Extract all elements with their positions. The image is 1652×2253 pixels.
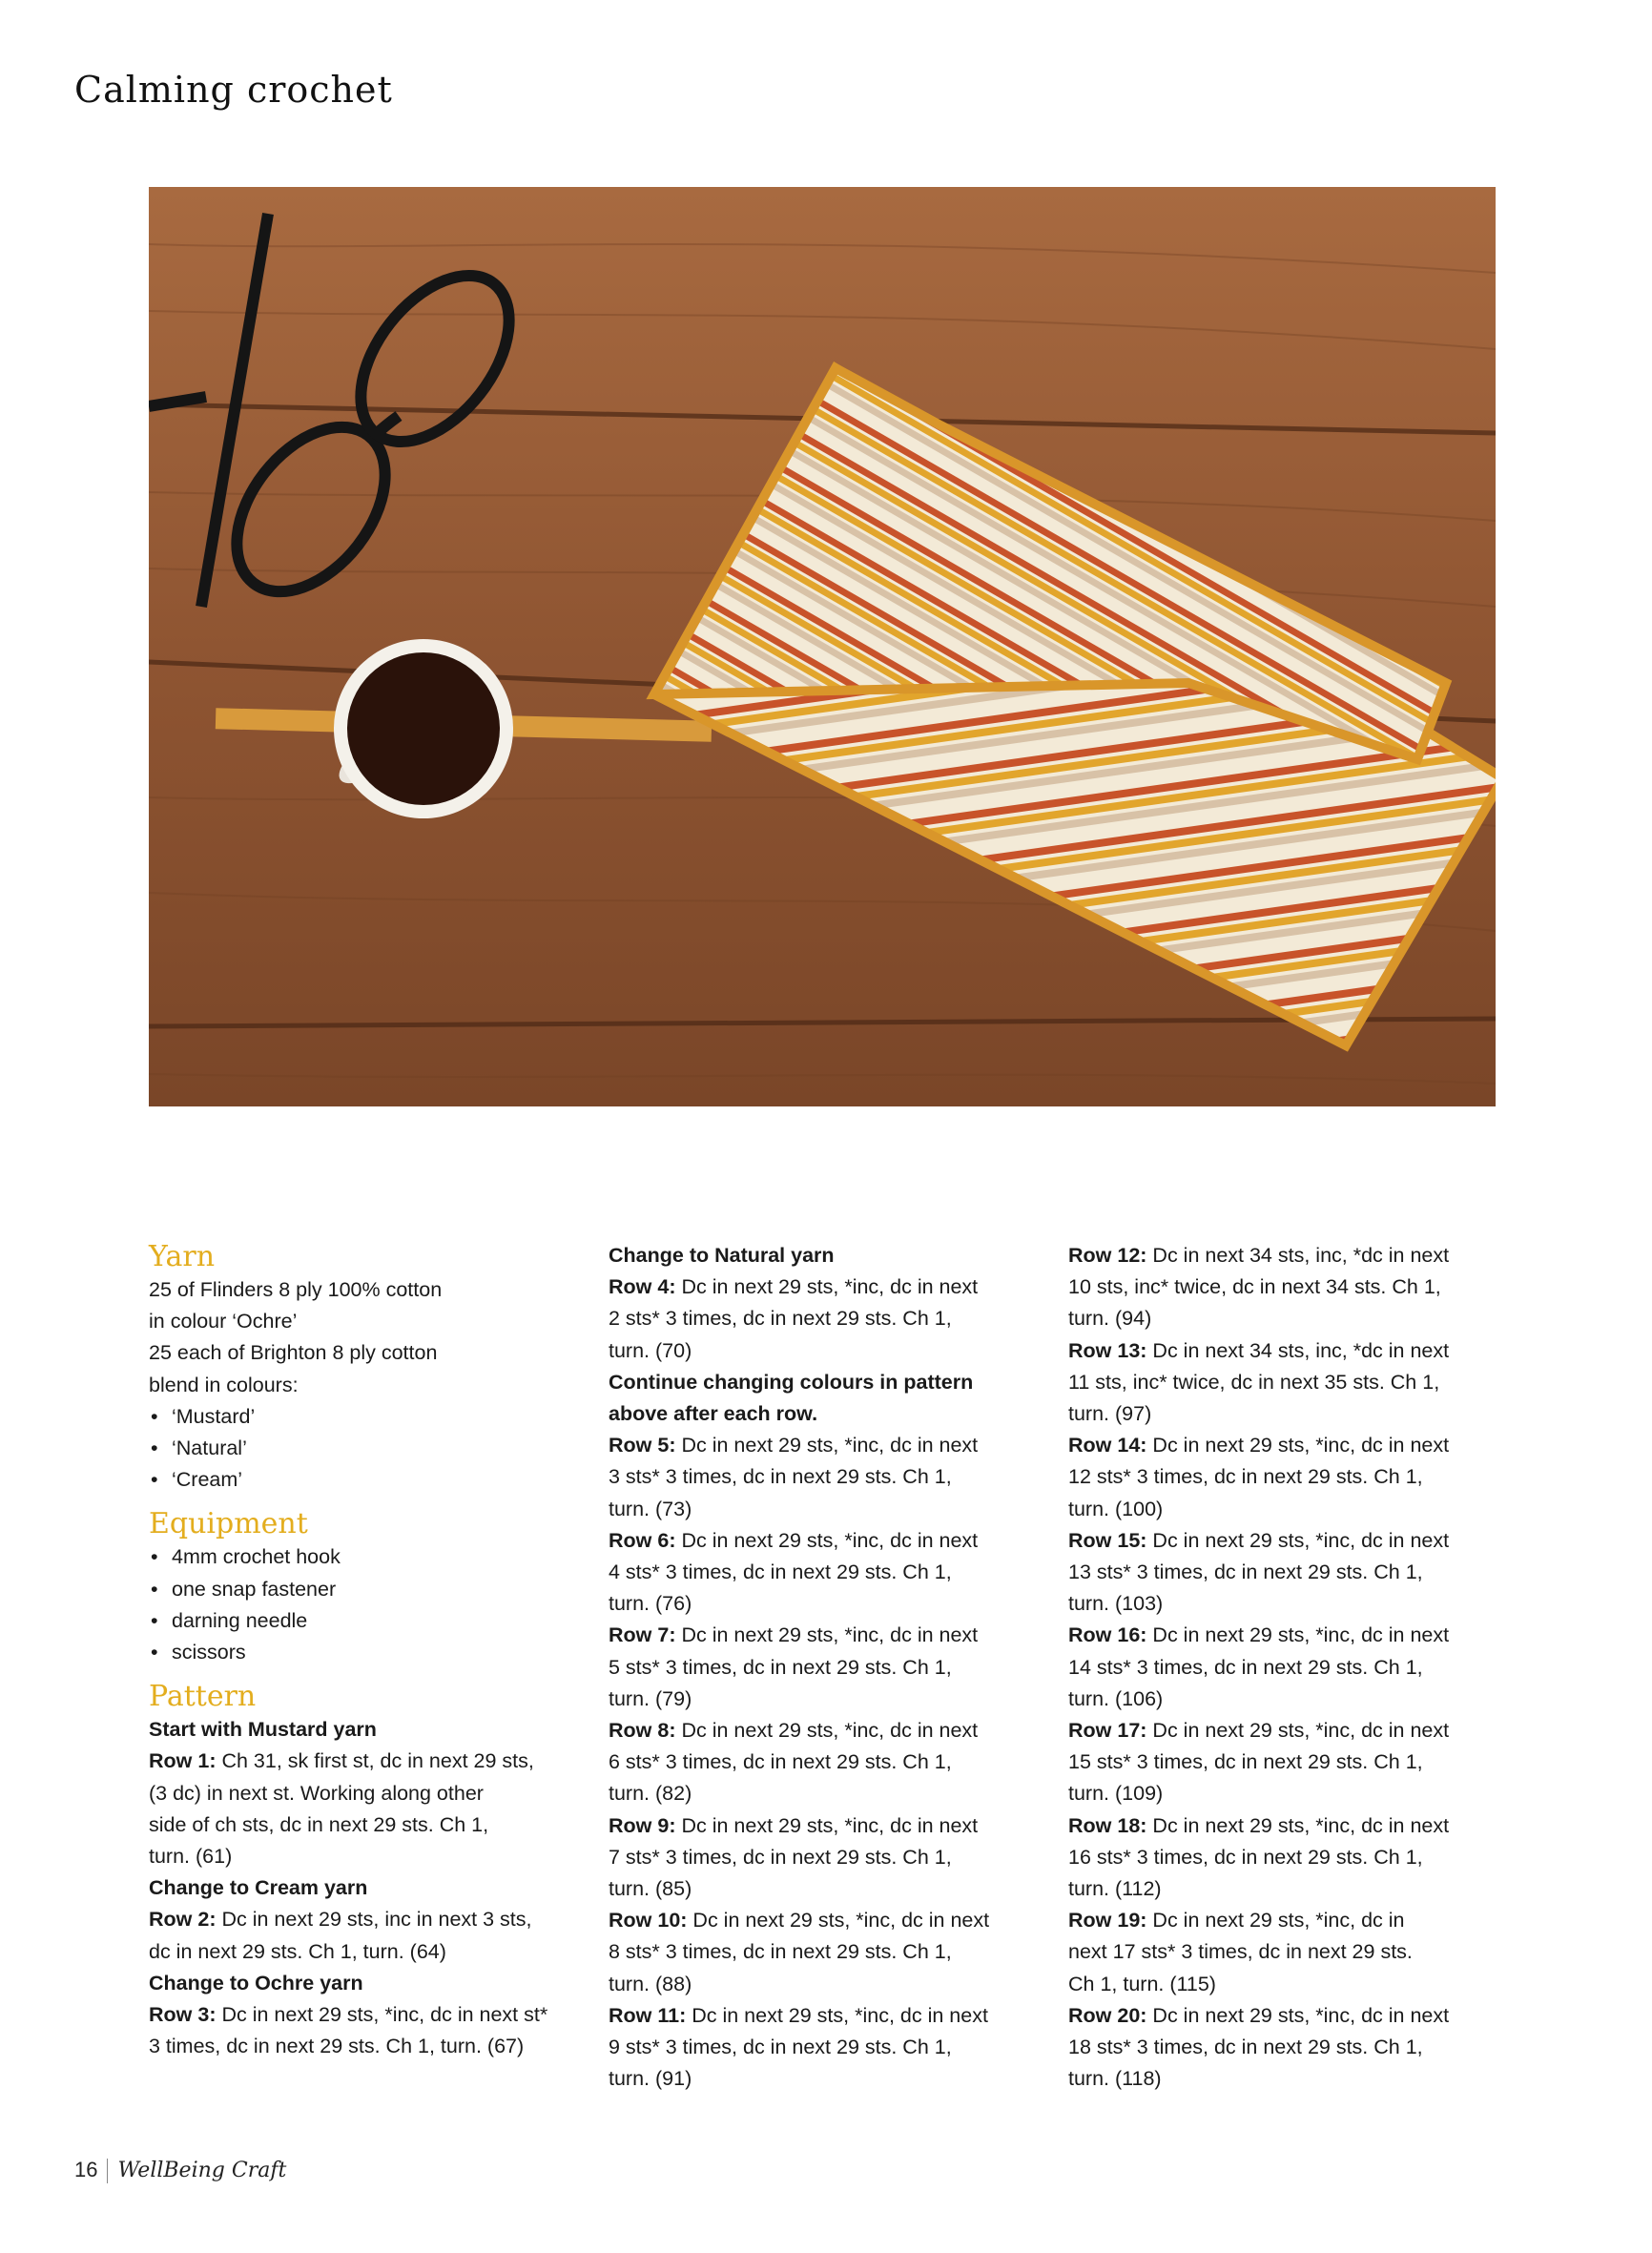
instruction-text: 6 sts* 3 times, dc in next 29 sts. Ch 1, (609, 1750, 952, 1774)
instruction-line (149, 1968, 578, 1999)
instruction-label: Continue changing colours in pattern (609, 1370, 974, 1394)
instruction-line (1068, 1430, 1497, 1461)
column-2 (609, 1240, 1038, 2095)
instruction-label: Row 17: (1068, 1719, 1147, 1743)
instruction-line (149, 1746, 578, 1777)
instruction-label: Row 6: (609, 1528, 676, 1552)
instruction-line (1068, 1620, 1497, 1651)
instruction-text: 10 sts, inc* twice, dc in next 34 sts. Ch 1, (1068, 1275, 1441, 1299)
instruction-label: Start with Mustard yarn (149, 1718, 377, 1742)
list-item: • scissors (149, 1637, 578, 1668)
magazine-name: WellBeing Craft (117, 2159, 287, 2182)
instruction-line (609, 1747, 1038, 1778)
instruction-text: Dc in next 29 sts, *inc, dc in next (675, 1813, 979, 1837)
instruction-text: 12 sts* 3 times, dc in next 29 sts. Ch 1, (1068, 1465, 1423, 1489)
instruction-line (609, 1969, 1038, 2000)
instruction-line (609, 1652, 1038, 1684)
instruction-line (609, 1842, 1038, 1873)
instruction-line (149, 1999, 578, 2031)
list-item: • ‘Mustard’ (149, 1401, 578, 1433)
instruction-line (609, 1271, 1038, 1303)
instruction-line (1068, 1525, 1497, 1557)
instruction-text: dc in next 29 sts. Ch 1, turn. (64) (149, 1939, 446, 1963)
instruction-line (1068, 1936, 1497, 1968)
instruction-text: 8 sts* 3 times, dc in next 29 sts. Ch 1, (609, 1940, 952, 1964)
instruction-line (609, 1303, 1038, 1334)
equipment-list (149, 1541, 578, 1668)
instruction-text: 3 times, dc in next 29 sts. Ch 1, turn. (67) (149, 2035, 525, 2058)
page-number: 16 (74, 2158, 98, 2181)
instruction-label: Row 16: (1068, 1623, 1147, 1647)
instruction-label: Row 14: (1068, 1434, 1147, 1457)
instruction-label: Row 3: (149, 2003, 217, 2027)
instruction-line (1068, 1905, 1497, 1936)
instruction-text: Dc in next 29 sts, *inc, dc in (1146, 1909, 1405, 1933)
instruction-line (1068, 1778, 1497, 1809)
instruction-line (149, 1778, 578, 1809)
instruction-label: Change to Ochre yarn (149, 1971, 363, 1995)
instruction-line (1068, 1271, 1497, 1303)
instruction-line (609, 1588, 1038, 1620)
instruction-line (609, 1778, 1038, 1809)
instruction-line (1068, 1367, 1497, 1398)
instruction-text: turn. (97) (1068, 1402, 1152, 1426)
list-item: • ‘Cream’ (149, 1464, 578, 1496)
instruction-line (149, 1714, 578, 1746)
instruction-label: Row 20: (1068, 2003, 1147, 2027)
instruction-text: Dc in next 29 sts, *inc, dc in next (1146, 2003, 1450, 2027)
instruction-text: side of ch sts, dc in next 29 sts. Ch 1, (149, 1812, 489, 1836)
instruction-label: Row 2: (149, 1908, 217, 1932)
instruction-line (1068, 1335, 1497, 1367)
instruction-label: Row 9: (609, 1813, 676, 1837)
instruction-text: 15 sts* 3 times, dc in next 29 sts. Ch 1, (1068, 1750, 1423, 1774)
instruction-line (1068, 1715, 1497, 1747)
instruction-text: turn. (91) (609, 2067, 692, 2091)
instruction-label: Row 11: (609, 2003, 687, 2027)
instruction-text: turn. (88) (609, 1972, 692, 1995)
instruction-text: 5 sts* 3 times, dc in next 29 sts. Ch 1, (609, 1655, 952, 1679)
yarn-details (149, 1274, 578, 1401)
instruction-text: Dc in next 34 sts, inc, *dc in next (1146, 1244, 1450, 1267)
instruction-text: 4 sts* 3 times, dc in next 29 sts. Ch 1, (609, 1561, 952, 1584)
instruction-text: Dc in next 29 sts, *inc, dc in next st* (216, 2003, 548, 2027)
instruction-text: Dc in next 29 sts, *inc, dc in next (1146, 1528, 1450, 1552)
instruction-line (1068, 1652, 1497, 1684)
yarn-colour-list (149, 1401, 578, 1497)
instruction-label: Change to Natural yarn (609, 1244, 835, 1267)
instruction-text: Dc in next 29 sts, *inc, dc in next (675, 1434, 979, 1457)
instruction-text: turn. (70) (609, 1338, 692, 1362)
instruction-line (609, 1430, 1038, 1461)
pattern-instructions (609, 1240, 1038, 2095)
column-3 (1068, 1240, 1497, 2095)
instruction-label: Row 7: (609, 1623, 676, 1647)
column-1 (149, 1240, 578, 2062)
instruction-line (609, 2032, 1038, 2063)
instruction-line (609, 1494, 1038, 1525)
instruction-text: 9 sts* 3 times, dc in next 29 sts. Ch 1, (609, 2036, 952, 2059)
instruction-line (1068, 1240, 1497, 1271)
instruction-label: Row 13: (1068, 1338, 1147, 1362)
instruction-text: turn. (109) (1068, 1782, 1164, 1806)
pattern-instructions (1068, 1240, 1497, 2095)
instruction-line (609, 1398, 1038, 1430)
instruction-line (609, 1715, 1038, 1747)
instruction-line (1068, 1494, 1497, 1525)
page-footer (74, 2158, 286, 2183)
footer-divider (107, 2159, 108, 2183)
instruction-text: 3 sts* 3 times, dc in next 29 sts. Ch 1, (609, 1465, 952, 1489)
instruction-text: turn. (94) (1068, 1307, 1152, 1331)
instruction-line (609, 1936, 1038, 1968)
instruction-line (149, 1936, 578, 1968)
pattern-instructions (149, 1714, 578, 2062)
instruction-text: 14 sts* 3 times, dc in next 29 sts. Ch 1, (1068, 1655, 1423, 1679)
pattern-heading: Pattern (149, 1680, 257, 1714)
instruction-line (1068, 1810, 1497, 1842)
instruction-text: turn. (73) (609, 1497, 692, 1520)
instruction-text: 2 sts* 3 times, dc in next 29 sts. Ch 1, (609, 1307, 952, 1331)
instruction-line (1068, 1842, 1497, 1873)
instruction-text: Dc in next 29 sts, *inc, dc in next (675, 1528, 979, 1552)
instruction-text: 7 sts* 3 times, dc in next 29 sts. Ch 1, (609, 1845, 952, 1869)
instruction-label: Row 10: (609, 1909, 688, 1933)
instruction-text: Dc in next 29 sts, *inc, dc in next (687, 1909, 990, 1933)
instruction-text: Dc in next 29 sts, *inc, dc in next (675, 1719, 979, 1743)
instruction-line (149, 2031, 578, 2062)
instruction-text: Dc in next 29 sts, inc in next 3 sts, (216, 1908, 532, 1932)
instruction-line (1068, 1398, 1497, 1430)
instruction-label: Row 1: (149, 1749, 217, 1773)
instruction-label: Row 18: (1068, 1813, 1147, 1837)
instruction-text: Dc in next 34 sts, inc, *dc in next (1146, 1338, 1450, 1362)
instruction-line (1068, 1557, 1497, 1588)
instruction-line (1068, 1747, 1497, 1778)
instruction-text: 16 sts* 3 times, dc in next 29 sts. Ch 1, (1068, 1845, 1423, 1869)
instruction-text: turn. (61) (149, 1845, 233, 1869)
instruction-line (1068, 2063, 1497, 2095)
instruction-text: Dc in next 29 sts, *inc, dc in next (1146, 1623, 1450, 1647)
instruction-text: Dc in next 29 sts, *inc, dc in next (1146, 1813, 1450, 1837)
instruction-text: turn. (100) (1068, 1497, 1164, 1520)
instruction-line (1068, 1684, 1497, 1715)
instruction-line (609, 1873, 1038, 1905)
instruction-label: Row 8: (609, 1719, 676, 1743)
list-item: • one snap fastener (149, 1574, 578, 1605)
instruction-line (609, 2000, 1038, 2032)
instruction-text: 18 sts* 3 times, dc in next 29 sts. Ch 1, (1068, 2036, 1423, 2059)
instruction-line (149, 1904, 578, 1935)
instruction-text: turn. (112) (1068, 1877, 1162, 1901)
instruction-text: turn. (85) (609, 1877, 692, 1901)
instruction-line (1068, 2032, 1497, 2063)
equipment-heading: Equipment (149, 1507, 308, 1541)
instruction-text: turn. (79) (609, 1686, 692, 1710)
instruction-line (609, 1335, 1038, 1367)
instruction-text: 11 sts, inc* twice, dc in next 35 sts. Ch 1, (1068, 1370, 1440, 1394)
instruction-label: Row 4: (609, 1275, 676, 1299)
instruction-label: Row 5: (609, 1434, 676, 1457)
instruction-line (609, 1905, 1038, 1936)
instruction-line (1068, 2000, 1497, 2032)
instruction-text: Ch 1, turn. (115) (1068, 1972, 1216, 1995)
instruction-text: Dc in next 29 sts, *inc, dc in next (1146, 1719, 1450, 1743)
instruction-text: Dc in next 29 sts, *inc, dc in next (675, 1623, 979, 1647)
instruction-line (1068, 1461, 1497, 1493)
yarn-line: blend in colours: (149, 1373, 299, 1396)
instruction-text: (3 dc) in next st. Working along other (149, 1781, 484, 1805)
instruction-line (609, 1557, 1038, 1588)
instruction-text: 13 sts* 3 times, dc in next 29 sts. Ch 1, (1068, 1561, 1423, 1584)
instruction-line (149, 1809, 578, 1841)
instruction-text: Dc in next 29 sts, *inc, dc in next (675, 1275, 979, 1299)
instruction-label: above after each row. (609, 1402, 818, 1426)
instruction-label: Row 12: (1068, 1244, 1147, 1267)
instruction-label: Change to Cream yarn (149, 1876, 368, 1900)
product-photo (149, 187, 1496, 1106)
instruction-line (609, 1810, 1038, 1842)
list-item: • darning needle (149, 1605, 578, 1637)
list-item: • 4mm crochet hook (149, 1541, 578, 1573)
instruction-line (1068, 1588, 1497, 1620)
instruction-text: turn. (106) (1068, 1686, 1164, 1710)
instruction-line (609, 1461, 1038, 1493)
instruction-text: turn. (82) (609, 1782, 692, 1806)
yarn-line: 25 of Flinders 8 ply 100% cotton (149, 1278, 443, 1301)
yarn-line: 25 each of Brighton 8 ply cotton (149, 1341, 438, 1365)
instruction-text: Dc in next 29 sts, *inc, dc in next (1146, 1434, 1450, 1457)
instruction-text: turn. (118) (1068, 2067, 1162, 2091)
instruction-text: Dc in next 29 sts, *inc, dc in next (686, 2003, 988, 2027)
instruction-line (609, 1367, 1038, 1398)
instruction-line (609, 1684, 1038, 1715)
instruction-text: Ch 31, sk first st, dc in next 29 sts, (216, 1749, 534, 1773)
instruction-line (1068, 1969, 1497, 2000)
instruction-line (149, 1841, 578, 1872)
list-item: • ‘Natural’ (149, 1433, 578, 1464)
instruction-line (149, 1872, 578, 1904)
instruction-line (609, 2063, 1038, 2095)
yarn-line: in colour ‘Ochre’ (149, 1310, 298, 1333)
instruction-line (609, 1240, 1038, 1271)
instruction-line (609, 1525, 1038, 1557)
instruction-line (1068, 1303, 1497, 1334)
instruction-text: next 17 sts* 3 times, dc in next 29 sts. (1068, 1940, 1413, 1964)
yarn-heading: Yarn (149, 1240, 216, 1273)
instruction-line (1068, 1873, 1497, 1905)
page-title: Calming crochet (74, 69, 393, 111)
instruction-label: Row 19: (1068, 1909, 1147, 1933)
instruction-label: Row 15: (1068, 1528, 1147, 1552)
instruction-line (609, 1620, 1038, 1651)
instruction-text: turn. (76) (609, 1592, 692, 1616)
instruction-text: turn. (103) (1068, 1592, 1164, 1616)
